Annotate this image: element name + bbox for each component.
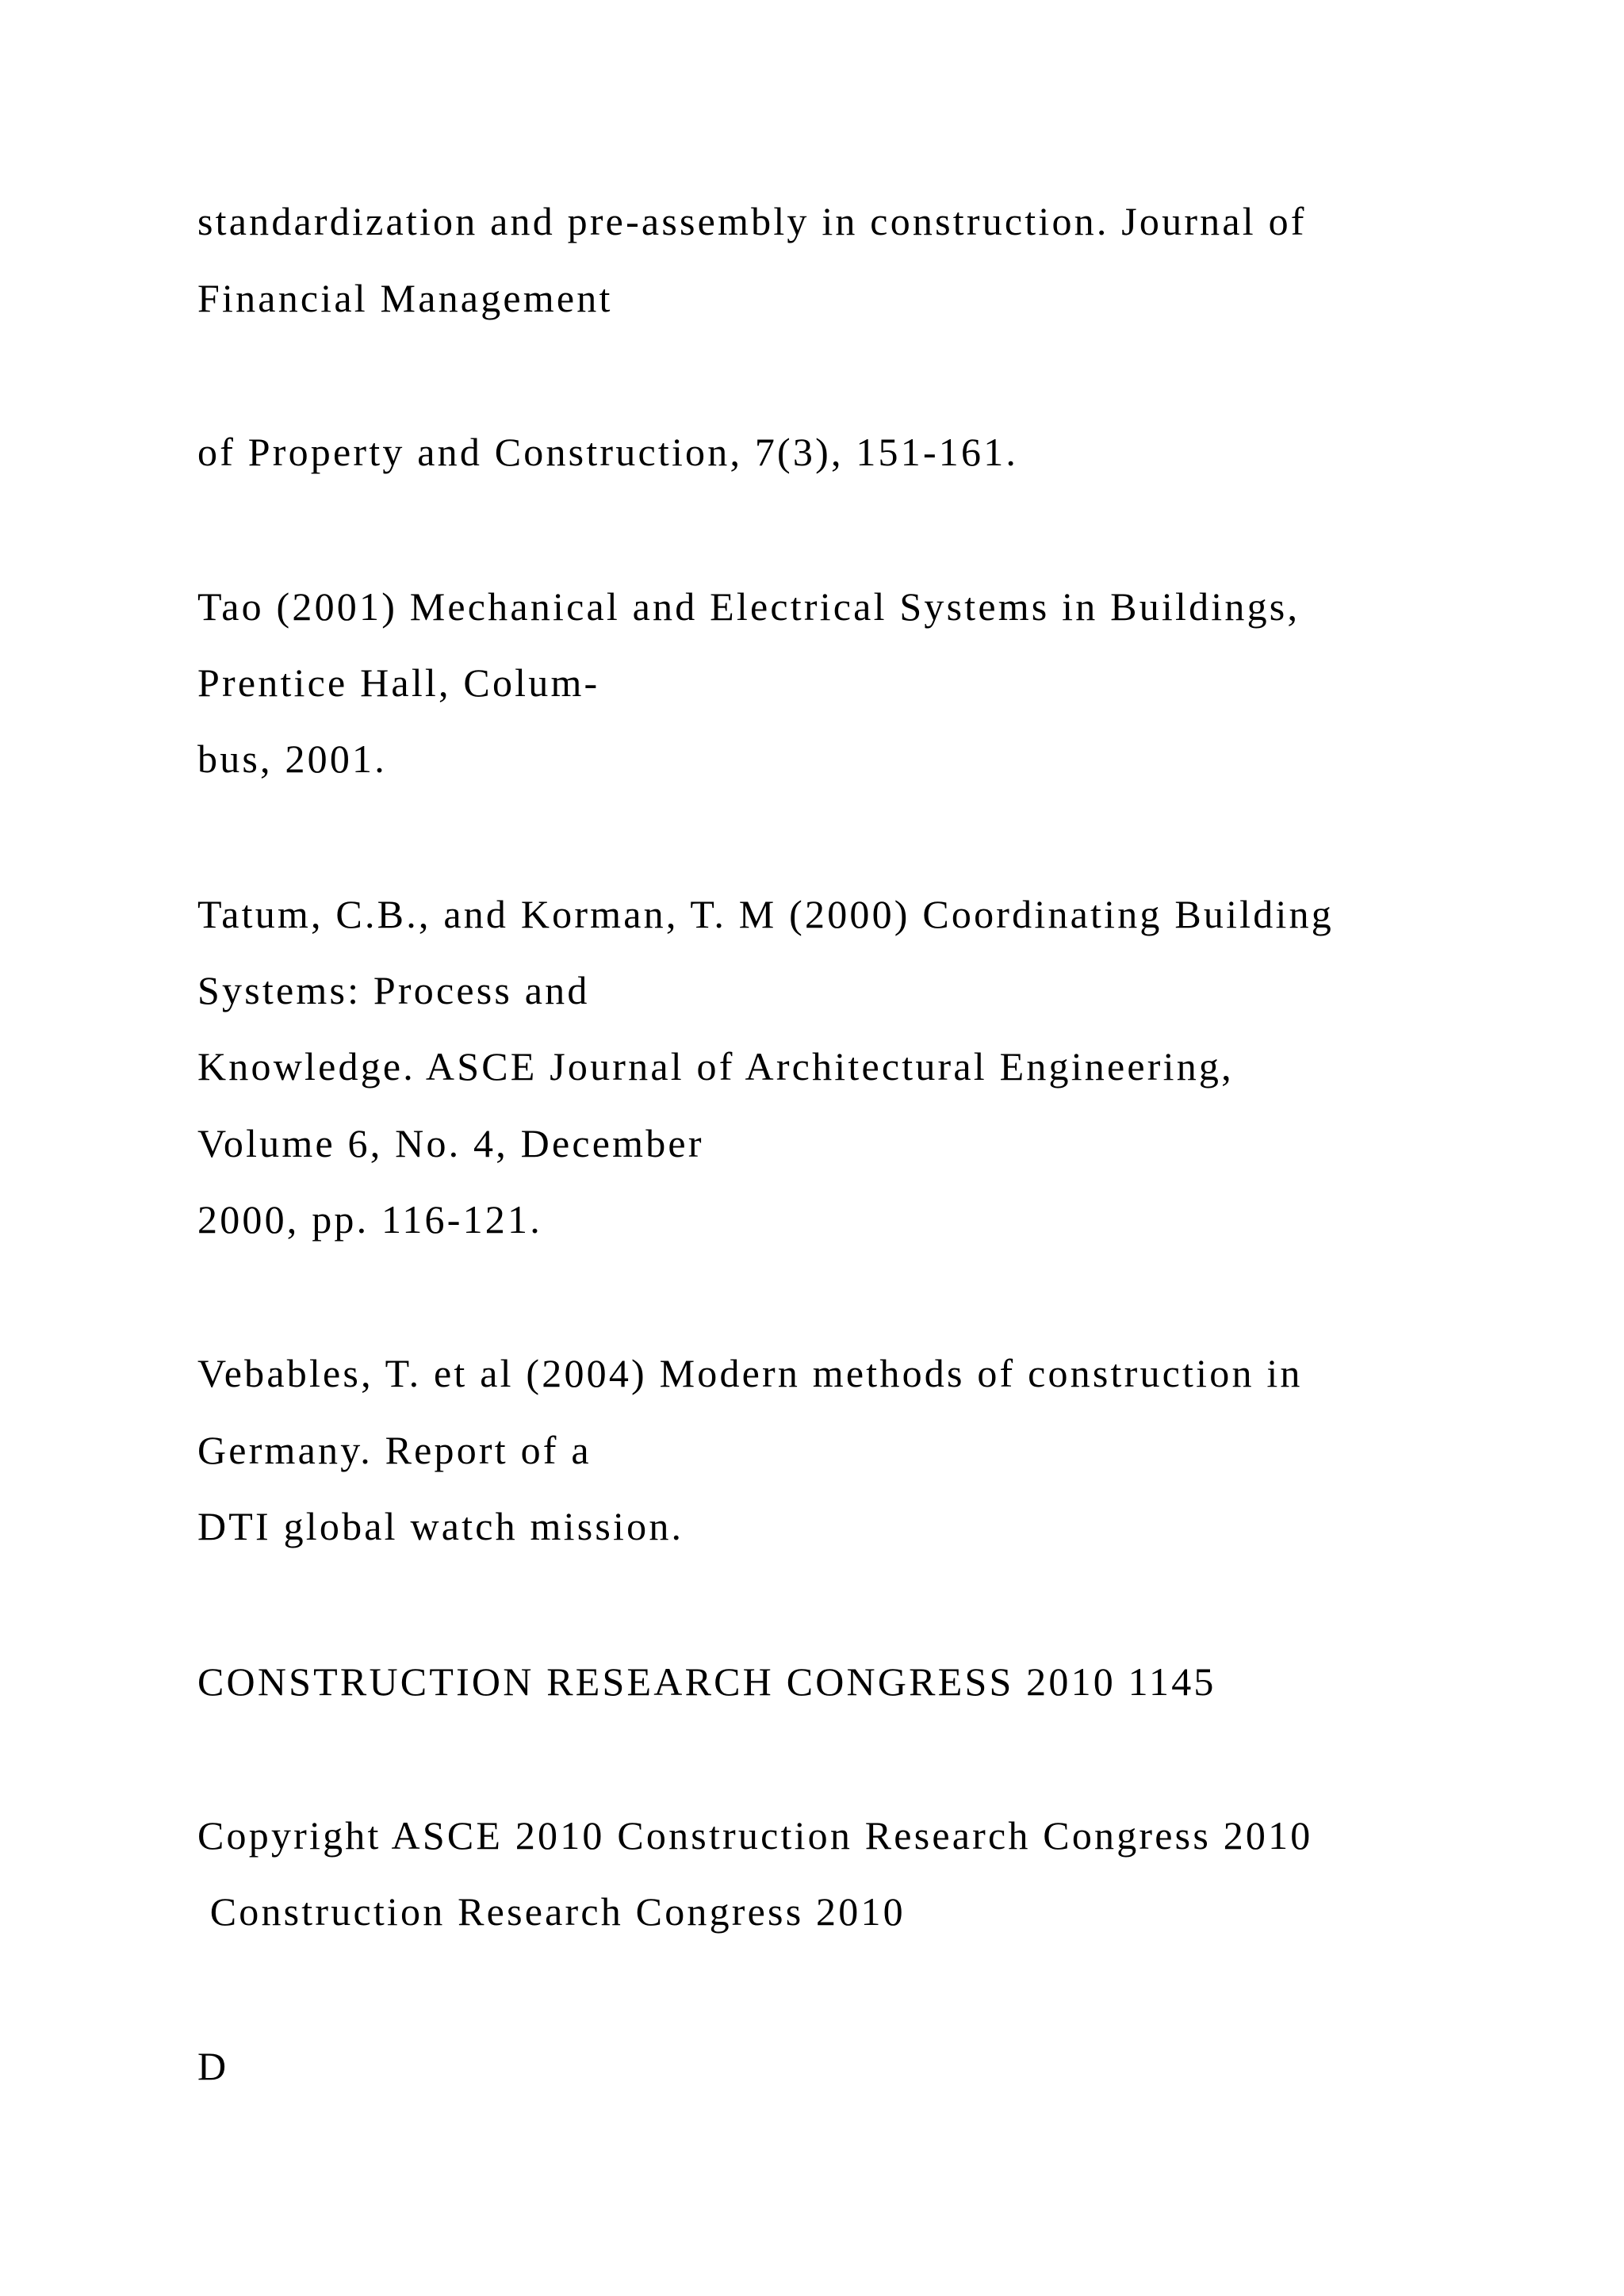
text-line: Knowledge. ASCE Journal of Architectural Engineering, [197, 1044, 1234, 1089]
text-line: 2000, pp. 116-121. [197, 1197, 542, 1242]
text-line: bus, 2001. [197, 737, 387, 781]
text-line: Tatum, C.B., and Korman, T. M (2000) Coordinating Building [197, 892, 1334, 936]
text-line: standardization and pre-assembly in construction. Journal of [197, 199, 1307, 243]
text-line: D [197, 2044, 229, 2088]
text-line: Tao (2001) Mechanical and Electrical Systems in Buildings, [197, 584, 1300, 629]
copyright-line: Copyright ASCE 2010 Construction Research Congress 2010 [197, 1813, 1313, 1858]
running-footer: CONSTRUCTION RESEARCH CONGRESS 2010 1145 [197, 1659, 1216, 1704]
text-line: Financial Management [197, 276, 613, 320]
text-line: Germany. Report of a [197, 1428, 592, 1472]
copyright-line: Construction Research Congress 2010 [197, 1889, 906, 1934]
text-line: Prentice Hall, Colum- [197, 660, 600, 705]
text-line: DTI global watch mission. [197, 1504, 684, 1548]
text-line: Systems: Process and [197, 968, 590, 1012]
text-line: Volume 6, No. 4, December [197, 1121, 704, 1165]
text-line: of Property and Construction, 7(3), 151-161. [197, 430, 1019, 474]
text-line: Vebables, T. et al (2004) Modern methods of construction in [197, 1351, 1303, 1395]
